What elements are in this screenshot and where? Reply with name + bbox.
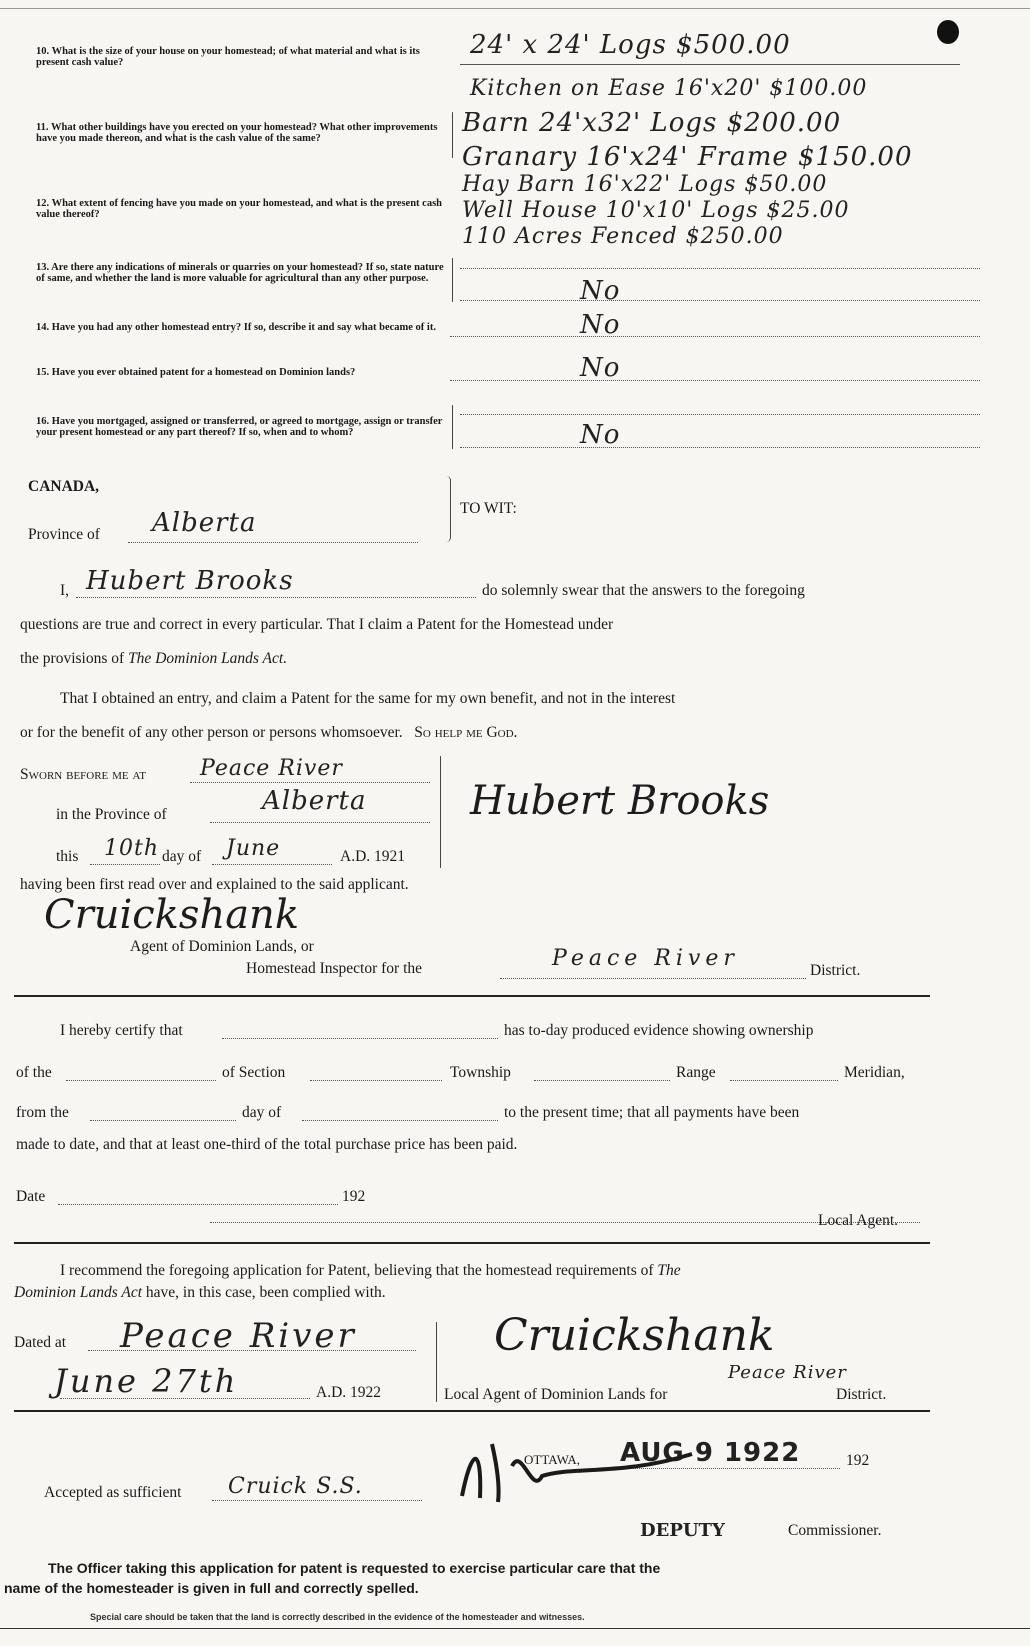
certify-date-line xyxy=(58,1204,338,1205)
sworn-label: Sworn before me at xyxy=(20,766,146,783)
question-text: Are there any indications of minerals or quarries on your homestead? If so, state nature of same, and whether the land is more valuable for agricultural than any other purpose. xyxy=(36,262,444,284)
notice-line-3: Special care should be taken that the land is correctly described in the evidence of the homesteader and witnesses. xyxy=(90,1612,585,1622)
oath-line-5 xyxy=(20,724,517,742)
sworn-ad: A.D. 1921 xyxy=(340,848,406,865)
sworn-day: 10th xyxy=(104,836,160,861)
answer-line xyxy=(450,380,980,381)
recommend-line1 xyxy=(60,1262,681,1280)
certify-line4: made to date, and that at least one-third of the total purchase price has been paid. xyxy=(16,1136,518,1153)
sworn-brace xyxy=(440,756,441,868)
recommend-line2 xyxy=(14,1284,386,1302)
oath-line-3-prefix: the provisions of xyxy=(20,650,129,667)
signature-scrawl xyxy=(452,1436,702,1508)
recommend-brace xyxy=(436,1322,437,1402)
accepted-label: Accepted as sufficient xyxy=(44,1484,182,1501)
recommend-act-a: The xyxy=(657,1262,681,1279)
question-12: 12. What extent of fencing have you made on your homestead, and what is the present cash value thereof? xyxy=(36,198,443,220)
answer-other-entry: No xyxy=(580,310,621,340)
certify-of-the: of the xyxy=(16,1064,52,1081)
question-13: 13. Are there any indications of minerals or quarries on your homestead? If so, state nature of same, and whether the land is more valuable for agricultural than any other purpose. xyxy=(36,262,444,284)
answer-barn: Barn 24'x32' Logs $200.00 xyxy=(462,108,842,138)
question-number: 16 xyxy=(36,416,47,427)
read-over-text: having been first read over and explained to the said applicant. xyxy=(20,876,409,893)
sworn-month: June xyxy=(226,836,281,861)
recommend-line1-a: I recommend the foregoing application for Patent, believing that the homestead requirements of xyxy=(60,1262,654,1279)
certify-name-line xyxy=(222,1038,498,1039)
recommend-dated-at: Dated at xyxy=(14,1334,67,1351)
certify-year: 192 xyxy=(342,1188,366,1205)
act-name: The Dominion Lands Act. xyxy=(128,650,288,667)
sworn-province: Alberta xyxy=(262,786,367,816)
answer-brace xyxy=(452,405,453,449)
section-divider xyxy=(14,1410,930,1412)
certify-day-of: day of xyxy=(242,1104,282,1121)
question-10: 10. What is the size of your house on your homestead; of what material and what is its present cash value? xyxy=(36,46,420,68)
recommend-district-label: District. xyxy=(836,1386,887,1403)
sworn-place: Peace River xyxy=(200,756,343,781)
recommend-act-b: Dominion Lands Act xyxy=(14,1284,143,1301)
question-text: Have you had any other homestead entry? If so, describe it and say what became of it. xyxy=(51,322,436,333)
answer-hay-barn: Hay Barn 16'x22' Logs $50.00 xyxy=(462,172,828,197)
deputy-stamp: DEPUTY xyxy=(640,1520,725,1541)
section-divider xyxy=(14,995,930,997)
oath-line-3 xyxy=(20,650,287,668)
answer-house: 24' x 24' Logs $500.00 xyxy=(470,30,791,60)
recommend-date-line xyxy=(60,1398,310,1399)
sworn-day-line xyxy=(90,864,160,865)
question-number: 11 xyxy=(36,122,46,133)
bottom-rule xyxy=(0,1628,1030,1629)
certify-line1-b: has to-day produced evidence showing ownership xyxy=(504,1022,814,1039)
certify-part-line xyxy=(66,1080,216,1081)
sworn-province-label: in the Province of xyxy=(56,806,167,823)
certify-township-line xyxy=(534,1080,670,1081)
answer-line xyxy=(460,300,980,301)
sworn-day-of: day of xyxy=(162,848,202,865)
question-number: 14 xyxy=(36,322,47,333)
punch-hole xyxy=(937,20,959,44)
question-14: 14. Have you had any other homestead entry? If so, describe it and say what became of it. xyxy=(36,322,436,333)
province-value: Alberta xyxy=(152,508,257,538)
answer-fencing: 110 Acres Fenced $250.00 xyxy=(462,224,784,249)
certify-section-line xyxy=(310,1080,442,1081)
question-text: What is the size of your house on your homestead; of what material and what is its present cash value? xyxy=(36,46,420,68)
sworn-month-line xyxy=(212,864,332,865)
certify-township: Township xyxy=(450,1064,511,1081)
certify-range: Range xyxy=(676,1064,716,1081)
accepted-value: Cruick S.S. xyxy=(228,1474,363,1499)
recommend-date: June 27th xyxy=(54,1362,239,1400)
recommend-ad: A.D. 1922 xyxy=(316,1384,382,1401)
notice-line-2: name of the homesteader is given in full and correctly spelled. xyxy=(4,1580,419,1596)
province-label: Province of xyxy=(28,526,100,543)
answer-minerals: No xyxy=(580,276,621,306)
answer-patent: No xyxy=(580,353,621,383)
recommend-signature: Cruickshank xyxy=(494,1310,775,1361)
agent-title-2: Homestead Inspector for the xyxy=(246,960,423,977)
district-name: Peace River xyxy=(552,946,739,971)
answer-granary: Granary 16'x24' Frame $150.00 xyxy=(462,142,913,172)
question-number: 12 xyxy=(36,198,47,209)
local-agent-line xyxy=(210,1222,920,1223)
recommend-local-agent-label: Local Agent of Dominion Lands for xyxy=(444,1386,668,1403)
accepted-line xyxy=(212,1500,422,1501)
certify-from-line xyxy=(90,1120,236,1121)
question-11: 11. What other buildings have you erected on your homestead? What other improvements have you made thereon, and what is the cash value of the same? xyxy=(36,122,438,144)
oath-i-label: I, xyxy=(60,582,70,599)
certify-meridian: Meridian, xyxy=(844,1064,905,1081)
canada-heading: CANADA, xyxy=(28,478,100,495)
answer-brace xyxy=(452,258,453,302)
question-text: What other buildings have you erected on your homestead? What other improvements have you made thereon, and what is the cash value of the same? xyxy=(36,122,438,144)
oath-line-1: do solemnly swear that the answers to the foregoing xyxy=(482,582,805,599)
question-15: 15. Have you ever obtained patent for a homestead on Dominion lands? xyxy=(36,367,356,378)
answer-line xyxy=(460,64,960,65)
certify-range-line xyxy=(730,1080,838,1081)
district-line xyxy=(500,978,806,979)
recommend-place: Peace River xyxy=(120,1316,357,1356)
question-text: Have you mortgaged, assigned or transferred, or agreed to mortgage, assign or transfer your present homestead or any part thereof? If so, when and to whom? xyxy=(36,416,443,438)
commissioner-label: Commissioner. xyxy=(788,1522,882,1539)
applicant-name: Hubert Brooks xyxy=(86,566,294,596)
answer-line xyxy=(450,336,980,337)
question-number: 15 xyxy=(36,367,47,378)
applicant-signature: Hubert Brooks xyxy=(470,778,770,824)
certify-date-label: Date xyxy=(16,1188,46,1205)
question-number: 13 xyxy=(36,262,47,273)
certify-line1-a: I hereby certify that xyxy=(60,1022,183,1039)
ottawa-label: OTTAWA, xyxy=(524,1452,581,1467)
answer-mortgage: No xyxy=(580,420,621,450)
question-number: 10 xyxy=(36,46,47,57)
applicant-name-line xyxy=(76,597,476,598)
question-text: What extent of fencing have you made on your homestead, and what is the present cash value thereof? xyxy=(36,198,443,220)
province-line xyxy=(128,542,418,543)
certify-month-line xyxy=(302,1120,498,1121)
question-16: 16. Have you mortgaged, assigned or transferred, or agreed to mortgage, assign or transfer your present homestead or any part thereof? If so, when and to whom? xyxy=(36,416,443,438)
agent-title-1: Agent of Dominion Lands, or xyxy=(130,938,314,955)
answer-line xyxy=(460,414,980,415)
recommend-district-name: Peace River xyxy=(728,1362,847,1383)
ottawa-year: 192 xyxy=(846,1452,870,1469)
district-label: District. xyxy=(810,962,861,979)
answer-well-house: Well House 10'x10' Logs $25.00 xyxy=(462,198,850,223)
sworn-this: this xyxy=(56,848,79,865)
oath-line-4: That I obtained an entry, and claim a Patent for the same for my own benefit, and not in the interest xyxy=(60,690,676,707)
sworn-place-line xyxy=(190,782,430,783)
certify-local-agent: Local Agent. xyxy=(818,1212,899,1229)
answer-line xyxy=(460,447,980,448)
notice-line-1: The Officer taking this application for patent is requested to exercise particular care that the xyxy=(48,1560,661,1576)
recommend-line2-b: have, in this case, been complied with. xyxy=(145,1284,386,1301)
received-date-stamp: AUG 9 1922 xyxy=(620,1438,801,1468)
section-divider xyxy=(14,1242,930,1244)
commissioner-signature-mark xyxy=(452,1436,702,1508)
certify-of-section: of Section xyxy=(222,1064,286,1081)
to-wit: TO WIT: xyxy=(460,500,517,517)
top-edge-rule xyxy=(0,8,1030,9)
sworn-province-line xyxy=(210,822,430,823)
agent-signature: Cruickshank xyxy=(44,892,300,938)
help-me-god: So help me God. xyxy=(414,724,518,741)
oath-line-2: questions are true and correct in every particular. That I claim a Patent for the Homestead under xyxy=(20,616,614,633)
oath-line-5-prefix: or for the benefit of any other person or persons whomsoever. xyxy=(20,724,403,741)
answer-brace xyxy=(452,112,453,158)
certify-from-the: from the xyxy=(16,1104,69,1121)
to-wit-brace xyxy=(442,476,451,542)
answer-kitchen: Kitchen on Ease 16'x20' $100.00 xyxy=(470,76,868,101)
question-text: Have you ever obtained patent for a homestead on Dominion lands? xyxy=(51,367,356,378)
answer-line xyxy=(460,268,980,269)
certify-to-present: to the present time; that all payments have been xyxy=(504,1104,800,1121)
